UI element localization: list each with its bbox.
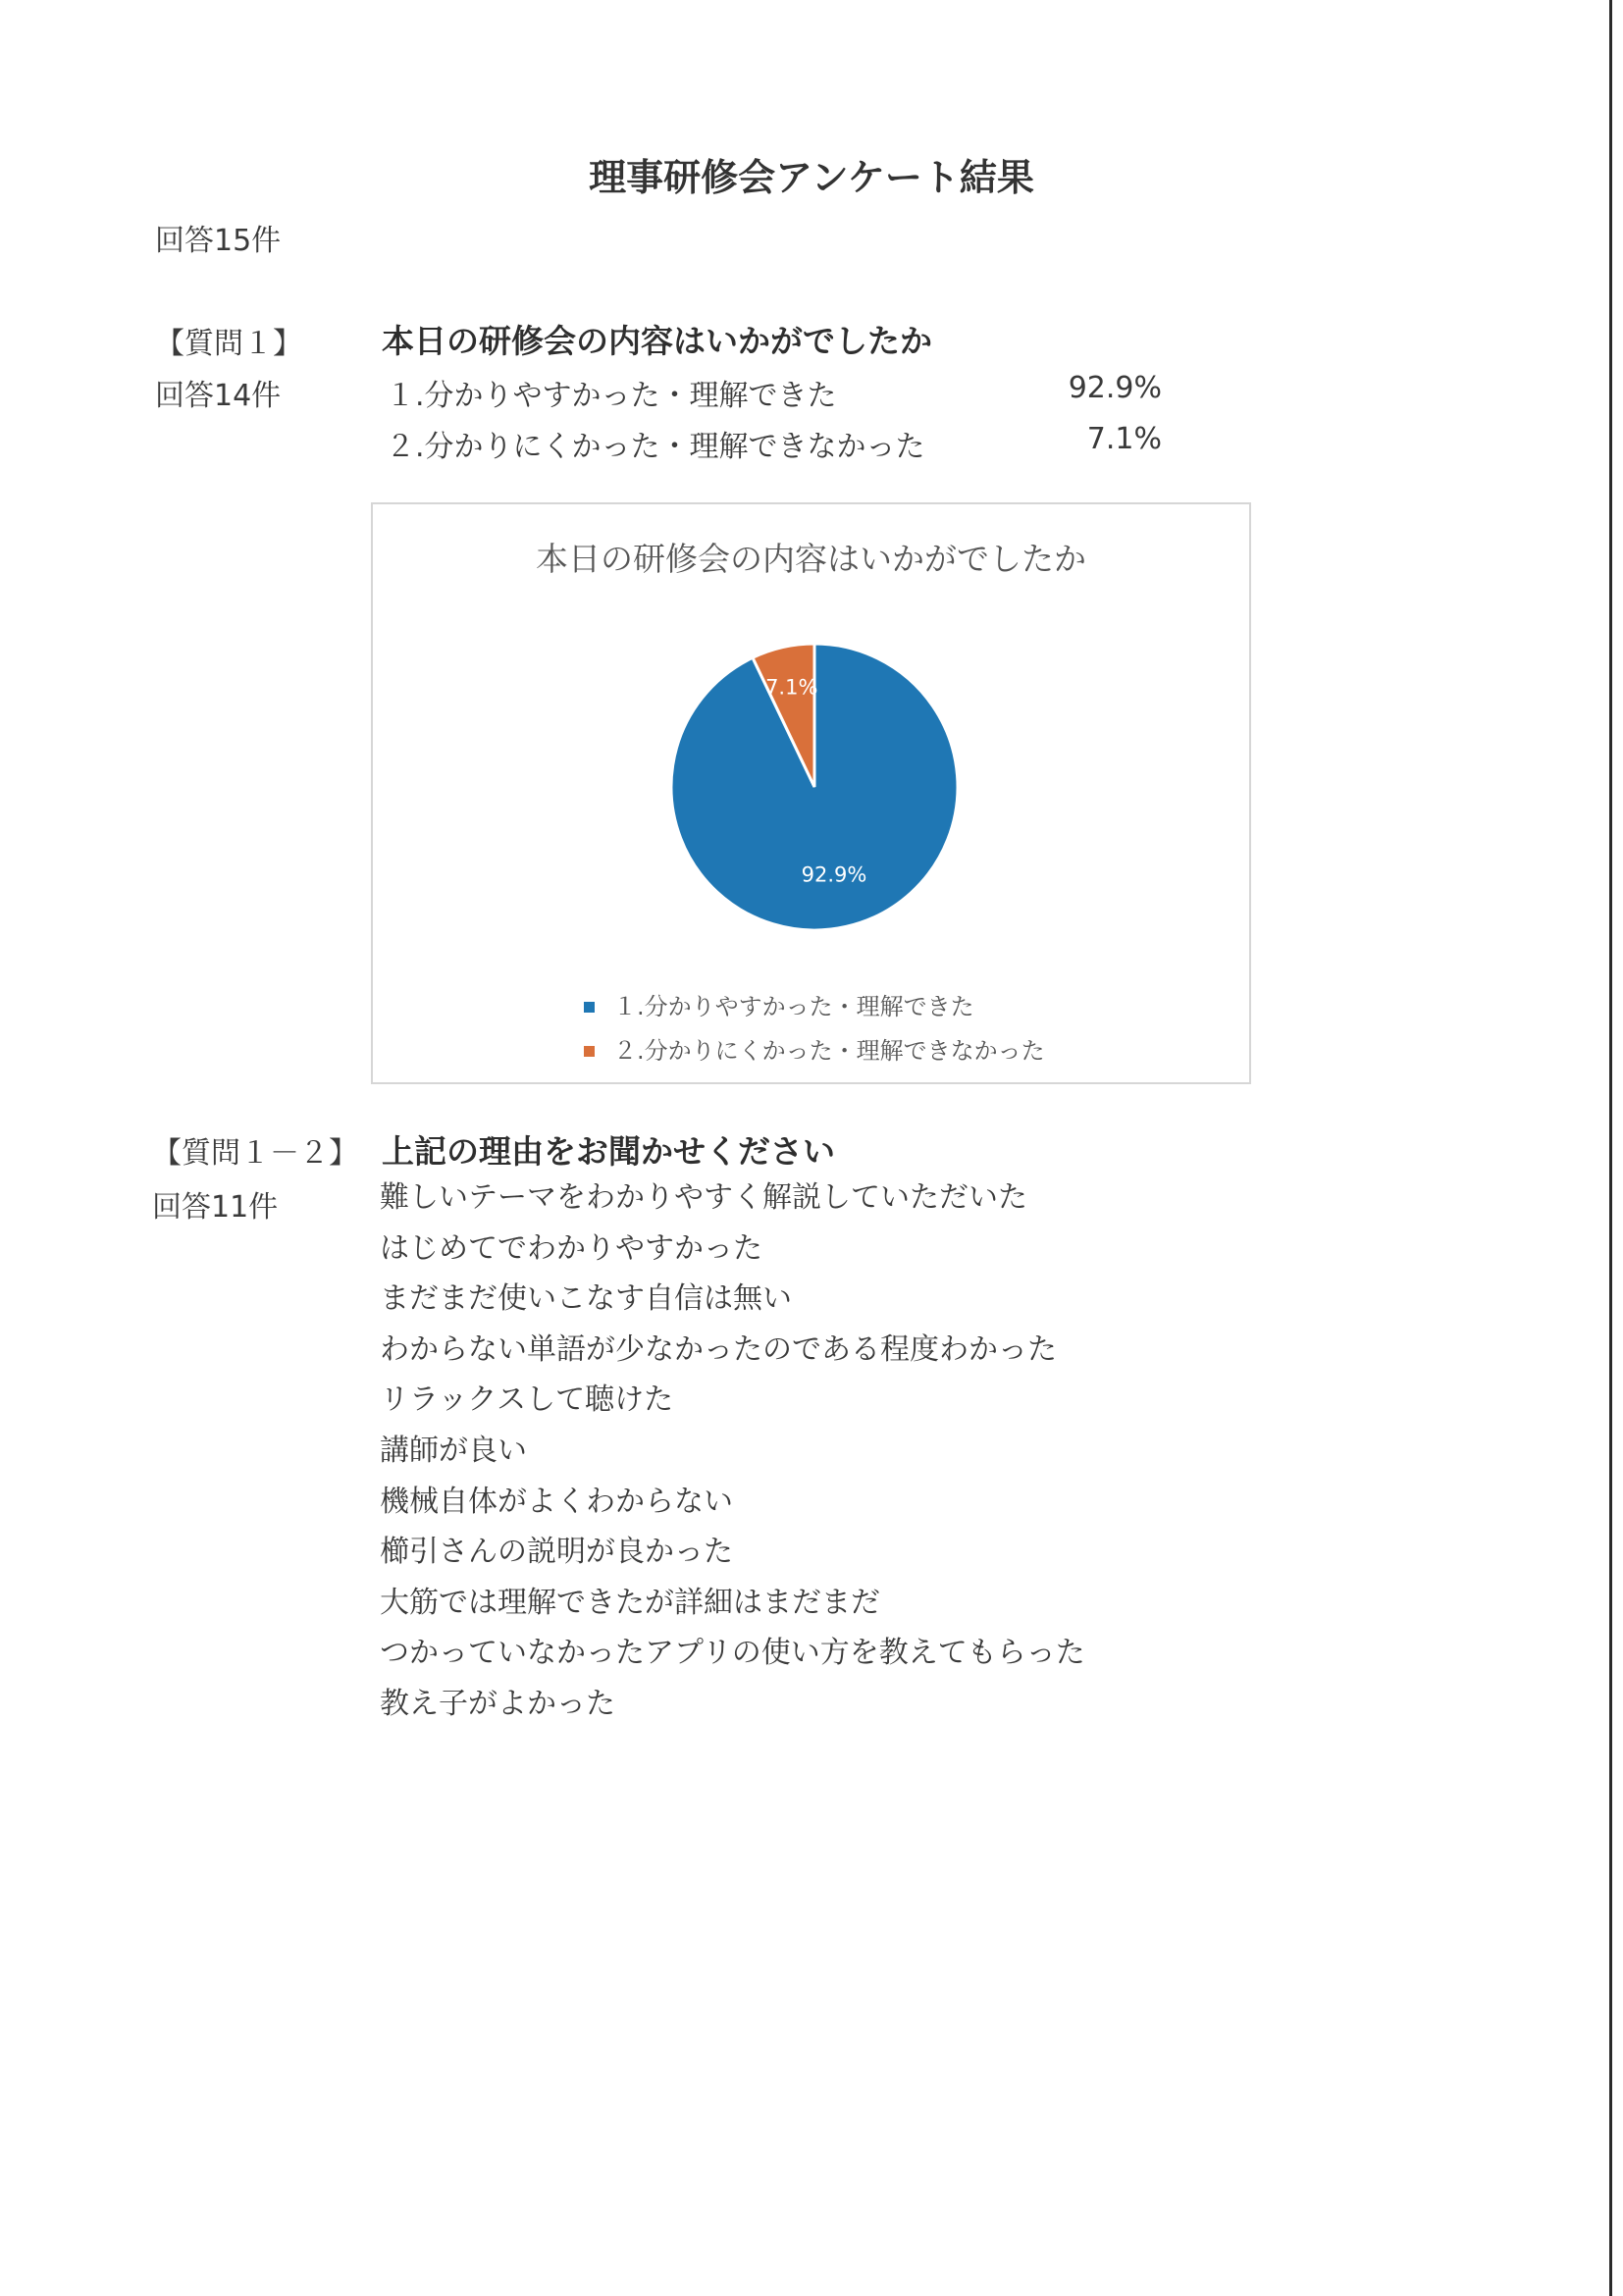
- chart-legend: [584, 985, 1045, 1073]
- reason-item: まだまだ使いこなす自信は無い: [380, 1281, 792, 1317]
- q1-option-1-percent: 92.9%: [1068, 371, 1162, 405]
- legend-label: ２.分かりにくかった・理解できなかった: [613, 1037, 1045, 1065]
- q1-2-responses: 回答11件: [152, 1190, 279, 1225]
- q1-option-2-text: ２.分かりにくかった・理解できなかった: [386, 430, 925, 464]
- total-responses: 回答15件: [155, 224, 282, 258]
- page-edge-line: [1609, 0, 1612, 2296]
- reason-list: [380, 1173, 1085, 1730]
- reason-item: つかっていなかったアプリの使い方を教えてもらった: [380, 1636, 1085, 1671]
- q1-label: 【質問１】: [155, 327, 302, 361]
- q1-2-question: 上記の理由をお聞かせください: [382, 1132, 835, 1171]
- legend-swatch: [584, 1046, 595, 1057]
- reason-item: わからない単語が少なかったのである程度わかった: [380, 1331, 1057, 1367]
- pie-chart: [371, 502, 1251, 1084]
- pie-data-label-1: 92.9%: [801, 862, 867, 887]
- reason-item: 教え子がよかった: [380, 1686, 615, 1721]
- reason-item: 櫛引さんの説明が良かった: [380, 1535, 733, 1570]
- q1-option-1-text: １.分かりやすかった・理解できた: [386, 379, 837, 413]
- chart-title: 本日の研修会の内容はいかがでしたか: [536, 540, 1086, 578]
- reason-item: はじめてでわかりやすかった: [380, 1230, 762, 1266]
- legend-item: [584, 985, 1045, 1029]
- q1-2-label: 【質問１－２】: [152, 1136, 358, 1171]
- reason-item: 講師が良い: [380, 1433, 527, 1468]
- q1-responses: 回答14件: [155, 379, 282, 413]
- legend-swatch: [584, 1002, 595, 1013]
- legend-item: [584, 1029, 1045, 1073]
- reason-item: 大筋では理解できたが詳細はまだまだ: [380, 1585, 880, 1620]
- q1-question: 本日の研修会の内容はいかがでしたか: [382, 322, 932, 360]
- legend-label: １.分かりやすかった・理解できた: [613, 993, 974, 1020]
- pie-data-label-2: 7.1%: [765, 675, 818, 700]
- document-title: 理事研修会アンケート結果: [589, 156, 1034, 199]
- reason-item: 難しいテーマをわかりやすく解説していただいた: [380, 1180, 1027, 1215]
- reason-item: 機械自体がよくわからない: [380, 1484, 733, 1519]
- q1-option-2-percent: 7.1%: [1086, 422, 1162, 456]
- reason-item: リラックスして聴けた: [380, 1383, 674, 1418]
